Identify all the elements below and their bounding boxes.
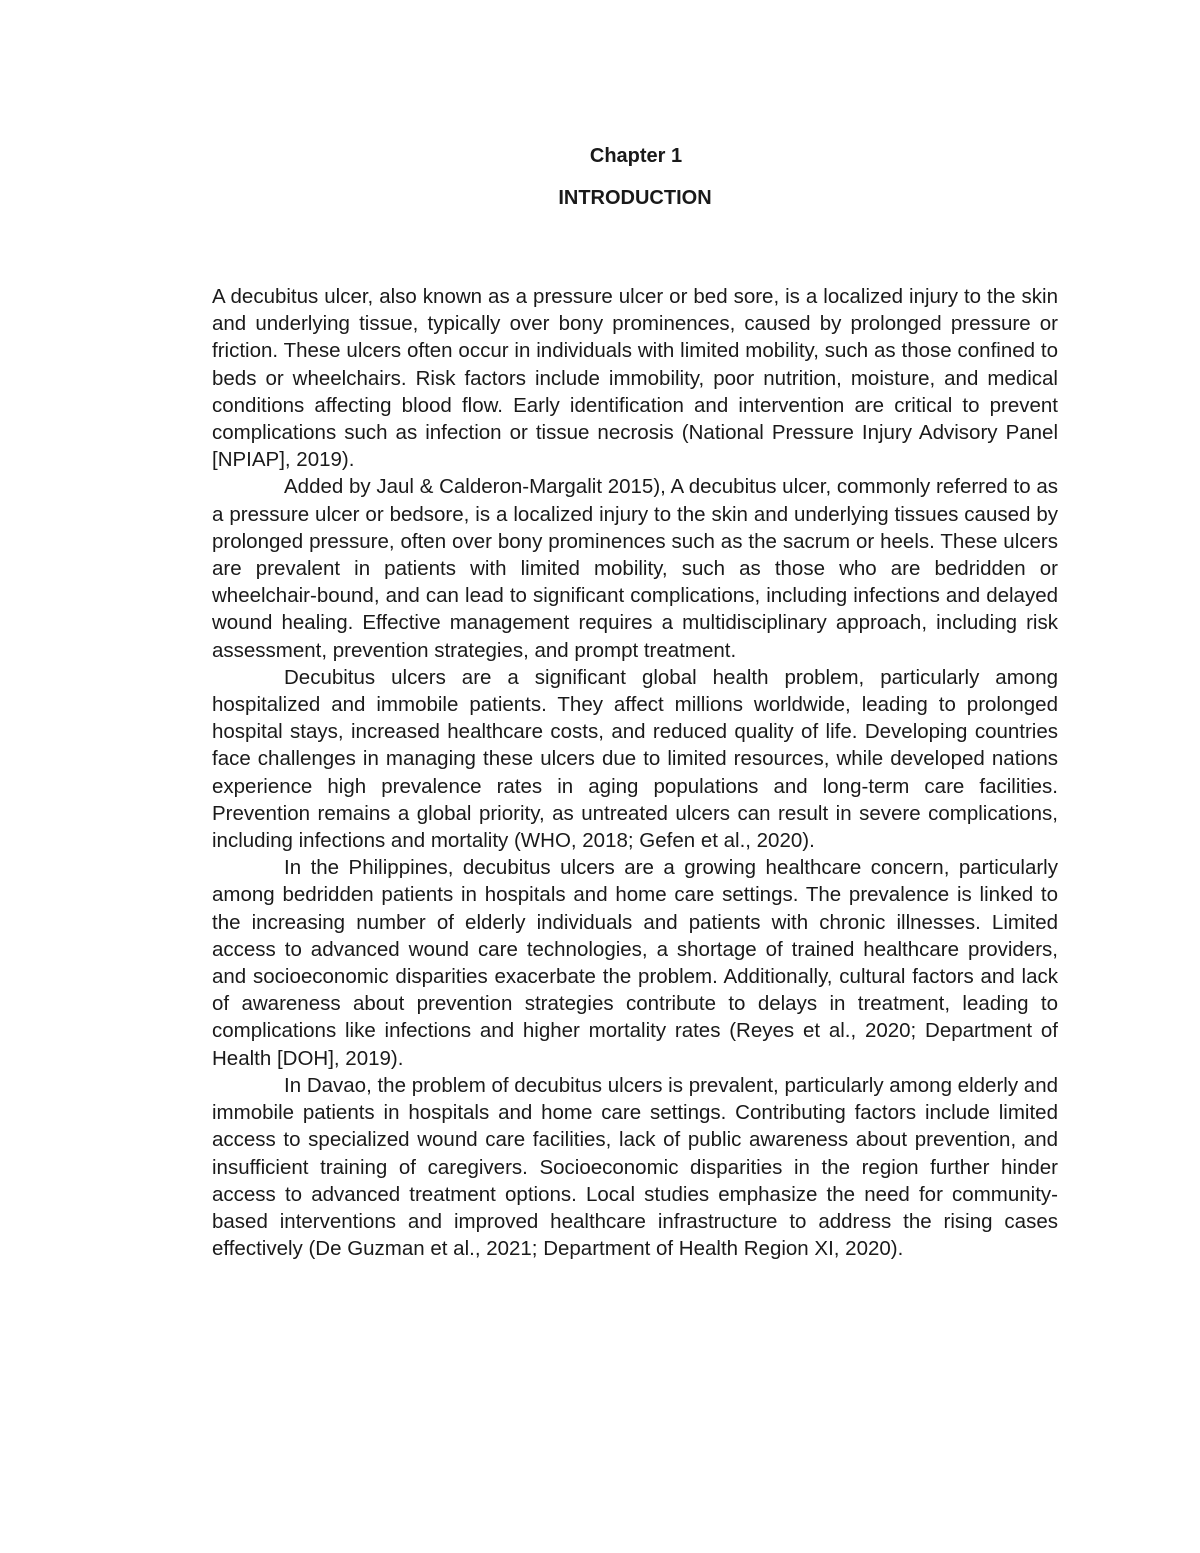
paragraph-jaul-calderon: Added by Jaul & Calderon-Margalit 2015), A decubitus ulcer, commonly referred to as a pressure ulcer or bedsore, is a localized injury to the skin and underlying tissues caused by prolonged pressure, often over bony prominences such as the sacrum or heels. These ulcers are prevalent in patients with limited mobility, such as those who are bedridden or wheelchair-bound, and can lead to significant complications, including infections and delayed wound healing. Effective management requires a multidisciplinary approach, including risk assessment, prevention strategies, and prompt treatment. <box>212 475 1058 662</box>
chapter-title: INTRODUCTION <box>558 187 712 209</box>
chapter-label: Chapter 1 <box>589 145 683 167</box>
paragraph-definition: A decubitus ulcer, also known as a pressure ulcer or bed sore, is a localized injury to the skin and underlying tissue, typically over bony prominences, caused by prolonged pressure or friction. These ulcers often occur in individuals with limited mobility, such as those confined to beds or wheelchairs. Risk factors include immobility, poor nutrition, moisture, and medical conditions affecting blood flow. Early identification and intervention are critical to prevent complications such as infection or tissue necrosis (National Pressure Injury Advisory Panel [NPIAP], 2019). <box>212 285 1058 472</box>
paragraph-philippines: In the Philippines, decubitus ulcers are a growing healthcare concern, particularly among bedridden patients in hospitals and home care settings. The prevalence is linked to the increasing number of elderly individuals and patients with chronic illnesses. Limited access to advanced wound care technologies, a shortage of trained healthcare providers, and socioeconomic disparities exacerbate the problem. Additionally, cultural factors and lack of awareness about prevention strategies contribute to delays in treatment, leading to complications like infections and higher mortality rates (Reyes et al., 2020; Department of Health [DOH], 2019). <box>212 856 1058 1070</box>
paragraph-global-problem: Decubitus ulcers are a significant global health problem, particularly among hospitalized and immobile patients. They affect millions worldwide, leading to prolonged hospital stays, increased healthcare costs, and reduced quality of life. Developing countries face challenges in managing these ulcers due to limited resources, while developed nations experience high prevalence rates in aging populations and long-term care facilities. Prevention remains a global priority, as untreated ulcers can result in severe complications, including infections and mortality (WHO, 2018; Gefen et al., 2020). <box>212 665 1058 853</box>
body-text <box>212 283 1058 1262</box>
paragraph-davao: In Davao, the problem of decubitus ulcers is prevalent, particularly among elderly and immobile patients in hospitals and home care settings. Contributing factors include limited access to specialized wound care facilities, lack of public awareness about prevention, and insufficient training of caregivers. Socioeconomic disparities in the region further hinder access to advanced treatment options. Local studies emphasize the need for community-based interventions and improved healthcare infrastructure to address the rising cases effectively (De Guzman et al., 2021; Department of Health Region XI, 2020). <box>212 1073 1058 1261</box>
